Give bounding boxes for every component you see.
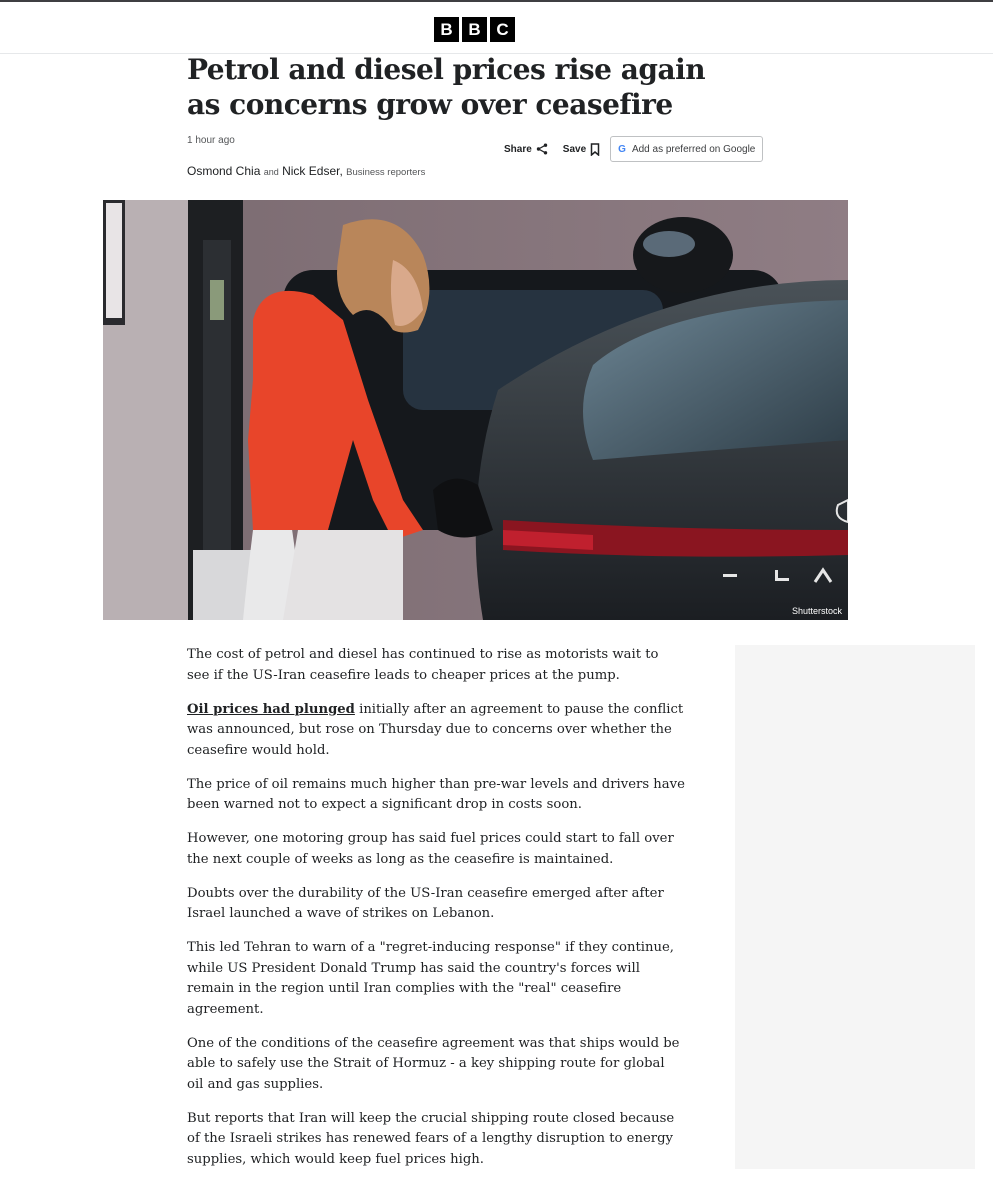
paragraph-5: Doubts over the durability of the US-Iran ceasefire emerged after after Israel launched a wave of strikes on Lebanon. — [187, 885, 664, 921]
author-nick-edser[interactable]: Nick Edser, — [282, 164, 343, 178]
article-body — [187, 645, 685, 1184]
article-headline: Petrol and diesel prices rise again as concerns grow over ceasefire — [187, 53, 706, 121]
share-icon — [536, 143, 548, 155]
paragraph-7: One of the conditions of the ceasefire agreement was that ships would be able to safely use the Strait of Hormuz - a key shipping route for global oil and gas supplies. — [187, 1035, 680, 1092]
fuel-station-photo — [103, 200, 848, 620]
save-label: Save — [562, 143, 587, 155]
advert-placeholder — [735, 645, 975, 1169]
byline-and: and — [263, 167, 279, 177]
author-osmond-chia[interactable]: Osmond Chia — [187, 164, 261, 178]
paragraph-6: This led Tehran to warn of a "regret-inducing response" if they continue, while US President Donald Trump has said the country's forces will remain in the region until Iran complies with the "real" ceasefire agreement. — [187, 940, 674, 1017]
paragraph-8: But reports that Iran will keep the crucial shipping route closed because of the Israeli strikes has renewed fears of a lengthy disruption to energy supplies, which would keep fuel prices high. — [187, 1110, 675, 1167]
paragraph-3: The price of oil remains much higher than pre-war levels and drivers have been warned not to expect a significant drop in costs soon. — [187, 776, 685, 812]
article-timestamp: 1 hour ago — [187, 135, 235, 146]
image-credit: Shutterstock — [791, 606, 842, 616]
oil-prices-link[interactable]: Oil prices had plunged — [187, 701, 355, 717]
byline — [187, 164, 425, 178]
save-button[interactable] — [563, 136, 600, 162]
author-role: Business reporters — [346, 167, 426, 178]
site-header — [0, 2, 993, 54]
logo-letter-c: C — [490, 17, 515, 42]
paragraph-2 — [187, 700, 685, 762]
paragraph-2-text: initially after an agreement to pause the conflict was announced, but rose on Thursday due to concerns over whether the ceasefire would hold. — [187, 701, 684, 758]
google-button-label: Add as preferred on Google — [631, 143, 756, 155]
share-label: Share — [504, 143, 532, 155]
paragraph-1: The cost of petrol and diesel has continued to rise as motorists wait to see if the US-Iran ceasefire leads to cheaper prices at the pump. — [187, 647, 659, 683]
add-preferred-google-button[interactable] — [610, 136, 763, 162]
paragraph-4: However, one motoring group has said fuel prices could start to fall over the next couple of weeks as long as the ceasefire is maintained. — [187, 831, 674, 867]
bookmark-icon — [590, 143, 600, 156]
article-actions — [504, 136, 763, 162]
share-button[interactable] — [504, 136, 548, 162]
hero-image — [103, 200, 848, 620]
logo-letter-b2: B — [462, 17, 487, 42]
bbc-logo[interactable] — [434, 17, 515, 42]
logo-letter-b1: B — [434, 17, 459, 42]
google-icon: G — [618, 143, 626, 155]
